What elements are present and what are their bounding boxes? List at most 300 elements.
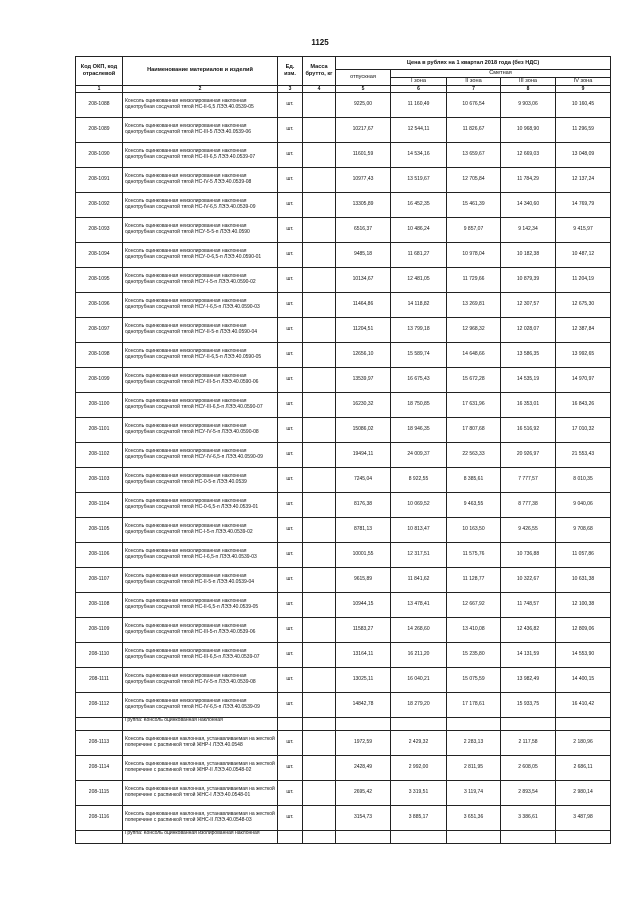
item-release-price: 10217,67 — [336, 118, 391, 143]
item-mass — [303, 543, 336, 568]
item-name: Консоль оцинкованная неизолированная наклонная однотрубная сосдчатой тягой НС-III-6,5 ЛЭЭ.40.0539-07 — [123, 143, 278, 168]
item-zone3-price: 13 586,35 — [501, 343, 556, 368]
item-zone1-price: 12 481,05 — [391, 268, 447, 293]
item-zone2-price: 2 283,13 — [447, 731, 501, 756]
empty-cell — [278, 718, 303, 731]
item-mass — [303, 268, 336, 293]
table-row — [76, 193, 611, 218]
item-zone4-price: 11 296,59 — [556, 118, 611, 143]
header-release: отпускная — [336, 70, 391, 86]
item-mass — [303, 118, 336, 143]
item-zone2-price: 11 575,76 — [447, 543, 501, 568]
item-release-price: 13164,11 — [336, 643, 391, 668]
item-code: 208-1090 — [76, 143, 123, 168]
table-row — [76, 593, 611, 618]
item-code: 208-1104 — [76, 493, 123, 518]
item-mass — [303, 693, 336, 718]
item-zone4-price: 14 970,97 — [556, 368, 611, 393]
item-release-price: 1972,59 — [336, 731, 391, 756]
item-name: Консоль оцинкованная неизолированная наклонная однотрубная сосдчатой тягой НС-IV-6,5 ЛЭЭ.40.0539-09 — [123, 193, 278, 218]
item-name: Консоль оцинкованная неизолированная наклонная однотрубная сосдчатой тягой НС-0-6,5-п ЛЭЭ.40.0539-01 — [123, 493, 278, 518]
item-code: 208-1102 — [76, 443, 123, 468]
item-name: Консоль оцинкованная неизолированная наклонная однотрубная сосдчатой тягой НСУ-0-6,5-п ЛЭЭ.40.0590-01 — [123, 243, 278, 268]
item-name: Консоль оцинкованная неизолированная наклонная однотрубная сосдчатой тягой НСУ-IV-5-п ЛЭЭ.40.0590-08 — [123, 418, 278, 443]
empty-cell — [556, 831, 611, 844]
table-row — [76, 293, 611, 318]
item-mass — [303, 618, 336, 643]
group-name: Группа: Консоль оцинкованная наклонная — [123, 718, 278, 731]
item-zone4-price: 8 010,35 — [556, 468, 611, 493]
item-zone4-price: 14 769,79 — [556, 193, 611, 218]
item-code: 208-1103 — [76, 468, 123, 493]
item-release-price: 11583,27 — [336, 618, 391, 643]
header-unit: Ед. изм. — [278, 57, 303, 86]
table-row — [76, 393, 611, 418]
item-mass — [303, 393, 336, 418]
item-release-price: 9615,89 — [336, 568, 391, 593]
item-zone3-price: 12 669,03 — [501, 143, 556, 168]
item-code: 208-1116 — [76, 806, 123, 831]
item-name: Консоль оцинкованная неизолированная наклонная однотрубная сосдчатой тягой НС-IV-5-п ЛЭЭ.40.0539-08 — [123, 668, 278, 693]
item-mass — [303, 368, 336, 393]
item-unit: шт. — [278, 693, 303, 718]
item-code: 208-1110 — [76, 643, 123, 668]
item-release-price: 10977,43 — [336, 168, 391, 193]
table-row — [76, 493, 611, 518]
item-unit: шт. — [278, 343, 303, 368]
page-number: 1125 — [311, 38, 329, 47]
item-release-price: 10001,55 — [336, 543, 391, 568]
empty-cell — [391, 831, 447, 844]
item-zone1-price: 16 040,21 — [391, 668, 447, 693]
item-code: 208-1096 — [76, 293, 123, 318]
item-zone4-price: 11 057,86 — [556, 543, 611, 568]
item-code: 208-1088 — [76, 93, 123, 118]
item-zone2-price: 12 667,92 — [447, 593, 501, 618]
item-zone4-price: 12 100,38 — [556, 593, 611, 618]
empty-cell — [303, 831, 336, 844]
item-zone1-price: 3 885,17 — [391, 806, 447, 831]
item-unit: шт. — [278, 93, 303, 118]
item-zone2-price: 14 648,66 — [447, 343, 501, 368]
item-zone4-price: 13 048,09 — [556, 143, 611, 168]
item-zone1-price: 24 009,37 — [391, 443, 447, 468]
item-name: Консоль оцинкованная неизолированная наклонная однотрубная сосдчатой тягой НС-IV-6,5-п ЛЭЭ.40.0539-09 — [123, 693, 278, 718]
item-zone3-price: 2 608,05 — [501, 756, 556, 781]
item-zone2-price: 17 807,68 — [447, 418, 501, 443]
item-zone3-price: 10 182,38 — [501, 243, 556, 268]
table-row — [76, 806, 611, 831]
header-zone-3: III зона — [501, 77, 556, 85]
group-name: Группа: Консоль оцинкованная изолированная наклонная — [123, 831, 278, 844]
item-mass — [303, 781, 336, 806]
item-zone1-price: 11 681,27 — [391, 243, 447, 268]
item-name: Консоль оцинкованная неизолированная наклонная однотрубная сосдчатой тягой НС-I-5-п ЛЭЭ.40.0539-02 — [123, 518, 278, 543]
item-zone3-price: 2 117,58 — [501, 731, 556, 756]
item-mass — [303, 518, 336, 543]
item-zone4-price: 11 204,19 — [556, 268, 611, 293]
item-zone4-price: 2 686,11 — [556, 756, 611, 781]
item-unit: шт. — [278, 193, 303, 218]
item-name: Консоль оцинкованная неизолированная наклонная однотрубная сосдчатой тягой НС-III-5-п ЛЭЭ.40.0539-06 — [123, 618, 278, 643]
item-zone2-price: 13 659,67 — [447, 143, 501, 168]
item-zone2-price: 9 463,55 — [447, 493, 501, 518]
item-zone4-price: 17 010,32 — [556, 418, 611, 443]
item-unit: шт. — [278, 143, 303, 168]
item-zone1-price: 10 813,47 — [391, 518, 447, 543]
item-name: Консоль оцинкованная неизолированная наклонная однотрубная сосдчатой тягой НСУ-5-5-п ЛЭЭ.40.0590 — [123, 218, 278, 243]
item-release-price: 11601,59 — [336, 143, 391, 168]
item-zone1-price: 16 452,35 — [391, 193, 447, 218]
table-row — [76, 643, 611, 668]
table-row — [76, 543, 611, 568]
item-unit: шт. — [278, 731, 303, 756]
item-mass — [303, 643, 336, 668]
item-unit: шт. — [278, 268, 303, 293]
item-mass — [303, 93, 336, 118]
item-code: 208-1094 — [76, 243, 123, 268]
item-zone4-price: 16 843,26 — [556, 393, 611, 418]
item-code: 208-1097 — [76, 318, 123, 343]
col-number: 6 — [391, 85, 447, 92]
item-zone3-price: 11 748,57 — [501, 593, 556, 618]
item-unit: шт. — [278, 393, 303, 418]
item-mass — [303, 731, 336, 756]
header-name: Наименование материалов и изделий — [123, 57, 278, 86]
group-code-cell — [76, 831, 123, 844]
item-zone2-price: 22 563,33 — [447, 443, 501, 468]
item-zone2-price: 3 119,74 — [447, 781, 501, 806]
item-code: 208-1089 — [76, 118, 123, 143]
item-zone2-price: 17 631,96 — [447, 393, 501, 418]
table-row — [76, 756, 611, 781]
item-zone1-price: 18 279,20 — [391, 693, 447, 718]
item-release-price: 19494,11 — [336, 443, 391, 468]
item-zone2-price: 2 811,95 — [447, 756, 501, 781]
table-row — [76, 618, 611, 643]
item-zone3-price: 16 516,92 — [501, 418, 556, 443]
item-zone4-price: 2 180,96 — [556, 731, 611, 756]
table-row — [76, 668, 611, 693]
item-unit: шт. — [278, 118, 303, 143]
item-zone2-price: 10 978,04 — [447, 243, 501, 268]
item-zone1-price: 14 118,82 — [391, 293, 447, 318]
table-row — [76, 518, 611, 543]
table-row — [76, 731, 611, 756]
col-number: 2 — [123, 85, 278, 92]
item-release-price: 14842,78 — [336, 693, 391, 718]
col-number: 4 — [303, 85, 336, 92]
item-name: Консоль оцинкованная неизолированная наклонная однотрубная сосдчатой тягой НС-II-5-п ЛЭЭ.40.0539-04 — [123, 568, 278, 593]
item-zone1-price: 13 478,41 — [391, 593, 447, 618]
item-mass — [303, 193, 336, 218]
table-row — [76, 243, 611, 268]
item-zone3-price: 7 777,57 — [501, 468, 556, 493]
group-code-cell — [76, 718, 123, 731]
item-zone4-price: 9 040,06 — [556, 493, 611, 518]
item-unit: шт. — [278, 781, 303, 806]
item-unit: шт. — [278, 618, 303, 643]
col-number: 7 — [447, 85, 501, 92]
item-zone2-price: 10 676,54 — [447, 93, 501, 118]
item-zone2-price: 17 178,61 — [447, 693, 501, 718]
item-zone4-price: 14 400,15 — [556, 668, 611, 693]
item-zone1-price: 13 799,18 — [391, 318, 447, 343]
item-code: 208-1109 — [76, 618, 123, 643]
item-code: 208-1100 — [76, 393, 123, 418]
item-zone3-price: 16 353,01 — [501, 393, 556, 418]
item-mass — [303, 443, 336, 468]
item-unit: шт. — [278, 668, 303, 693]
item-code: 208-1099 — [76, 368, 123, 393]
item-zone3-price: 14 340,60 — [501, 193, 556, 218]
item-name: Консоль оцинкованная неизолированная наклонная однотрубная сосдчатой тягой НС-III-5 ЛЭЭ.40.0539-06 — [123, 118, 278, 143]
item-zone3-price: 14 535,19 — [501, 368, 556, 393]
header-estimate: Сметная — [391, 70, 611, 78]
table-row — [76, 693, 611, 718]
item-zone1-price: 3 319,51 — [391, 781, 447, 806]
item-unit: шт. — [278, 243, 303, 268]
item-zone2-price: 15 672,28 — [447, 368, 501, 393]
item-release-price: 10134,67 — [336, 268, 391, 293]
item-unit: шт. — [278, 593, 303, 618]
item-zone2-price: 12 705,84 — [447, 168, 501, 193]
header-mass: Масса брутто, кг — [303, 57, 336, 86]
item-zone3-price: 12 307,57 — [501, 293, 556, 318]
item-code: 208-1101 — [76, 418, 123, 443]
item-zone4-price: 16 410,42 — [556, 693, 611, 718]
item-zone4-price: 12 137,24 — [556, 168, 611, 193]
item-zone1-price: 2 429,32 — [391, 731, 447, 756]
item-name: Консоль оцинкованная неизолированная наклонная однотрубная сосдчатой тягой НСУ-IV-6,5-п ЛЭЭ.40.0590-09 — [123, 443, 278, 468]
item-zone4-price: 10 160,45 — [556, 93, 611, 118]
item-zone2-price: 11 826,67 — [447, 118, 501, 143]
item-zone4-price: 2 980,14 — [556, 781, 611, 806]
item-code: 208-1108 — [76, 593, 123, 618]
header-zone-4: IV зона — [556, 77, 611, 85]
item-zone1-price: 18 946,35 — [391, 418, 447, 443]
item-unit: шт. — [278, 218, 303, 243]
empty-cell — [336, 718, 391, 731]
item-name: Консоль оцинкованная наклонная, устанавливаемая на жесткой поперечине с распинкой тягой ЖНС-II ЛЭЭ.40.0548-03 — [123, 806, 278, 831]
col-number: 3 — [278, 85, 303, 92]
item-zone2-price: 10 163,50 — [447, 518, 501, 543]
item-zone3-price: 2 893,54 — [501, 781, 556, 806]
item-zone2-price: 13 410,08 — [447, 618, 501, 643]
item-code: 208-1093 — [76, 218, 123, 243]
item-unit: шт. — [278, 493, 303, 518]
item-unit: шт. — [278, 643, 303, 668]
item-name: Консоль оцинкованная неизолированная наклонная однотрубная сосдчатой тягой НС-I-6,5-п ЛЭЭ.40.0539-03 — [123, 543, 278, 568]
item-release-price: 9225,00 — [336, 93, 391, 118]
item-zone1-price: 15 589,74 — [391, 343, 447, 368]
item-release-price: 11204,51 — [336, 318, 391, 343]
item-zone3-price: 12 028,07 — [501, 318, 556, 343]
item-zone2-price: 13 269,81 — [447, 293, 501, 318]
empty-cell — [556, 718, 611, 731]
table-header — [76, 57, 611, 93]
item-zone1-price: 8 922,55 — [391, 468, 447, 493]
item-release-price: 3154,73 — [336, 806, 391, 831]
item-mass — [303, 143, 336, 168]
item-zone3-price: 9 426,55 — [501, 518, 556, 543]
empty-cell — [501, 718, 556, 731]
item-zone3-price: 12 436,82 — [501, 618, 556, 643]
item-release-price: 10944,15 — [336, 593, 391, 618]
item-code: 208-1095 — [76, 268, 123, 293]
item-zone3-price: 9 142,34 — [501, 218, 556, 243]
table-row — [76, 368, 611, 393]
item-mass — [303, 568, 336, 593]
item-zone4-price: 10 487,12 — [556, 243, 611, 268]
item-mass — [303, 593, 336, 618]
item-code: 208-1111 — [76, 668, 123, 693]
item-zone2-price: 9 857,07 — [447, 218, 501, 243]
item-name: Консоль оцинкованная неизолированная наклонная однотрубная сосдчатой тягой НС-IV-5 ЛЭЭ.40.0539-08 — [123, 168, 278, 193]
table-row — [76, 443, 611, 468]
item-unit: шт. — [278, 293, 303, 318]
group-row — [76, 718, 611, 731]
item-zone1-price: 10 069,52 — [391, 493, 447, 518]
item-mass — [303, 756, 336, 781]
item-zone2-price: 11 128,77 — [447, 568, 501, 593]
item-release-price: 2428,49 — [336, 756, 391, 781]
item-name: Консоль оцинкованная неизолированная наклонная однотрубная сосдчатой тягой НС-0-5-п ЛЭЭ.40.0539 — [123, 468, 278, 493]
empty-cell — [278, 831, 303, 844]
item-zone3-price: 10 736,88 — [501, 543, 556, 568]
item-release-price: 13539,97 — [336, 368, 391, 393]
col-number: 9 — [556, 85, 611, 92]
item-unit: шт. — [278, 318, 303, 343]
empty-cell — [391, 718, 447, 731]
col-number: 5 — [336, 85, 391, 92]
item-zone3-price: 20 926,97 — [501, 443, 556, 468]
item-zone1-price: 12 317,51 — [391, 543, 447, 568]
item-zone4-price: 9 708,68 — [556, 518, 611, 543]
item-unit: шт. — [278, 418, 303, 443]
header-zone-2: II зона — [447, 77, 501, 85]
item-code: 208-1114 — [76, 756, 123, 781]
item-zone2-price: 12 968,32 — [447, 318, 501, 343]
table-row — [76, 218, 611, 243]
item-mass — [303, 168, 336, 193]
item-unit: шт. — [278, 368, 303, 393]
group-row — [76, 831, 611, 844]
item-release-price: 9485,18 — [336, 243, 391, 268]
item-zone4-price: 9 415,97 — [556, 218, 611, 243]
item-unit: шт. — [278, 756, 303, 781]
item-zone1-price: 2 992,00 — [391, 756, 447, 781]
empty-cell — [447, 831, 501, 844]
item-release-price: 13305,89 — [336, 193, 391, 218]
item-zone4-price: 13 992,65 — [556, 343, 611, 368]
item-zone1-price: 16 675,43 — [391, 368, 447, 393]
item-name: Консоль оцинкованная неизолированная наклонная однотрубная сосдчатой тягой НСУ-III-5-п ЛЭЭ.40.0590-06 — [123, 368, 278, 393]
item-zone2-price: 15 235,80 — [447, 643, 501, 668]
item-name: Консоль оцинкованная неизолированная наклонная однотрубная сосдчатой тягой НС-II-6,5 ЛЭЭ.40.0539-05 — [123, 93, 278, 118]
col-number: 8 — [501, 85, 556, 92]
item-mass — [303, 318, 336, 343]
item-zone3-price: 3 386,61 — [501, 806, 556, 831]
item-zone4-price: 21 553,43 — [556, 443, 611, 468]
item-zone3-price: 13 982,49 — [501, 668, 556, 693]
item-code: 208-1091 — [76, 168, 123, 193]
item-release-price: 11464,86 — [336, 293, 391, 318]
item-code: 208-1092 — [76, 193, 123, 218]
empty-cell — [501, 831, 556, 844]
item-name: Консоль оцинкованная неизолированная наклонная однотрубная сосдчатой тягой НСУ-II-5-п ЛЭЭ.40.0590-04 — [123, 318, 278, 343]
item-mass — [303, 218, 336, 243]
item-zone3-price: 15 933,75 — [501, 693, 556, 718]
item-unit: шт. — [278, 168, 303, 193]
item-mass — [303, 806, 336, 831]
item-name: Консоль оцинкованная неизолированная наклонная однотрубная сосдчатой тягой НСУ-III-6,5-п ЛЭЭ.40.0590-07 — [123, 393, 278, 418]
item-name: Консоль оцинкованная наклонная, устанавливаемая на жесткой поперечине с распинкой тягой ЖНР-I ЛЭЭ.40.0548 — [123, 731, 278, 756]
item-release-price: 6516,37 — [336, 218, 391, 243]
item-release-price: 15086,02 — [336, 418, 391, 443]
item-code: 208-1115 — [76, 781, 123, 806]
item-name: Консоль оцинкованная неизолированная наклонная однотрубная сосдчатой тягой НС-II-6,5-п ЛЭЭ.40.0539-05 — [123, 593, 278, 618]
item-mass — [303, 343, 336, 368]
empty-cell — [303, 718, 336, 731]
item-name: Консоль оцинкованная наклонная, устанавливаемая на жесткой поперечине с распинкой тягой ЖНР-II ЛЭЭ.40.0548-02 — [123, 756, 278, 781]
item-name: Консоль оцинкованная неизолированная наклонная однотрубная сосдчатой тягой НСУ-I-6,5-п ЛЭЭ.40.0590-03 — [123, 293, 278, 318]
item-unit: шт. — [278, 443, 303, 468]
item-name: Консоль оцинкованная неизолированная наклонная однотрубная сосдчатой тягой НСУ-II-6,5-п ЛЭЭ.40.0590-05 — [123, 343, 278, 368]
table-row — [76, 343, 611, 368]
col-number: 1 — [76, 85, 123, 92]
table-row — [76, 418, 611, 443]
item-code: 208-1113 — [76, 731, 123, 756]
price-table — [75, 56, 611, 844]
item-zone1-price: 18 750,85 — [391, 393, 447, 418]
empty-cell — [447, 718, 501, 731]
item-release-price: 2695,42 — [336, 781, 391, 806]
item-release-price: 13025,11 — [336, 668, 391, 693]
item-code: 208-1105 — [76, 518, 123, 543]
item-name: Консоль оцинкованная наклонная, устанавливаемая на жесткой поперечине с распинкой тягой ЖНС-I ЛЭЭ.40.0548-01 — [123, 781, 278, 806]
item-code: 208-1106 — [76, 543, 123, 568]
item-zone1-price: 14 534,16 — [391, 143, 447, 168]
item-zone3-price: 11 784,29 — [501, 168, 556, 193]
table-row — [76, 93, 611, 118]
item-unit: шт. — [278, 543, 303, 568]
header-zone-1: I зона — [391, 77, 447, 85]
empty-cell — [336, 831, 391, 844]
item-zone3-price: 10 968,90 — [501, 118, 556, 143]
item-release-price: 8781,13 — [336, 518, 391, 543]
item-code: 208-1107 — [76, 568, 123, 593]
item-zone4-price: 14 553,90 — [556, 643, 611, 668]
item-code: 208-1112 — [76, 693, 123, 718]
item-name: Консоль оцинкованная неизолированная наклонная однотрубная сосдчатой тягой НС-III-6,5-п ЛЭЭ.40.0539-07 — [123, 643, 278, 668]
item-zone3-price: 14 131,59 — [501, 643, 556, 668]
item-zone1-price: 13 519,67 — [391, 168, 447, 193]
item-release-price: 16230,32 — [336, 393, 391, 418]
item-zone1-price: 11 841,62 — [391, 568, 447, 593]
item-unit: шт. — [278, 468, 303, 493]
item-code: 208-1098 — [76, 343, 123, 368]
item-zone3-price: 10 322,67 — [501, 568, 556, 593]
item-zone4-price: 3 487,98 — [556, 806, 611, 831]
item-zone4-price: 12 809,06 — [556, 618, 611, 643]
item-zone3-price: 8 777,38 — [501, 493, 556, 518]
item-mass — [303, 668, 336, 693]
item-name: Консоль оцинкованная неизолированная наклонная однотрубная сосдчатой тягой НСУ-I-5-п ЛЭЭ.40.0590-02 — [123, 268, 278, 293]
item-mass — [303, 418, 336, 443]
item-zone1-price: 10 486,24 — [391, 218, 447, 243]
item-zone2-price: 8 385,61 — [447, 468, 501, 493]
